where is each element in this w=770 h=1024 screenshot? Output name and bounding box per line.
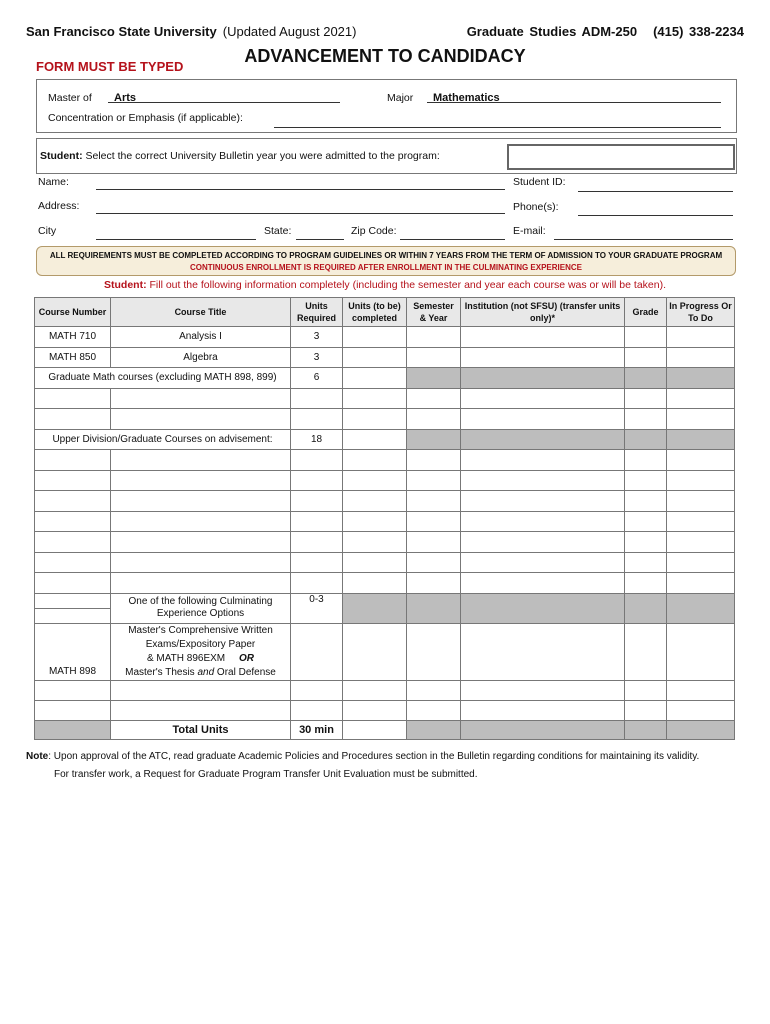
table-cell (667, 368, 735, 389)
culminating-units: 0-3 (291, 593, 343, 623)
note-text: : Upon approval of the ATC, read graduate Academic Policies and Procedures section in the Bulletin regarding conditions for maintaining its validity. (48, 751, 700, 762)
table-cell[interactable] (461, 680, 625, 700)
table-cell (461, 368, 625, 389)
culminating-or: OR (239, 652, 255, 664)
table-cell[interactable] (667, 552, 735, 573)
table-cell[interactable] (461, 623, 625, 680)
course-body (35, 327, 735, 594)
table-cell[interactable] (291, 680, 343, 700)
table-cell[interactable] (625, 680, 667, 700)
form-title: ADVANCEMENT TO CANDIDACY (244, 46, 526, 66)
table-cell[interactable] (461, 700, 625, 720)
table-cell (461, 720, 625, 739)
table-row (35, 388, 735, 409)
table-row (35, 409, 735, 430)
table-row (35, 450, 735, 471)
master-of-label: Master of (48, 92, 92, 104)
table-cell[interactable] (343, 429, 407, 450)
table-cell[interactable] (343, 680, 407, 700)
table-cell[interactable] (407, 347, 461, 368)
requirements-banner (36, 246, 736, 276)
table-cell[interactable] (407, 409, 461, 430)
course-table (34, 297, 735, 740)
units-required-cell: 18 (291, 429, 343, 450)
table-row (35, 368, 735, 389)
table-cell[interactable] (667, 327, 735, 348)
office-phone: (415) 338-2234 (653, 24, 744, 39)
table-cell[interactable] (407, 511, 461, 532)
total-value: 30 min (291, 720, 343, 739)
col-institution: Institution (not SFSU) (transfer units only)* (461, 298, 625, 327)
table-cell[interactable] (625, 532, 667, 553)
zip-field[interactable] (400, 226, 505, 240)
transfer-note: For transfer work, a Request for Graduate Program Transfer Unit Evaluation must be submitted. (54, 769, 478, 780)
units-required-cell: 6 (291, 368, 343, 389)
table-cell[interactable] (343, 368, 407, 389)
table-cell[interactable] (111, 700, 291, 720)
fill-instruction-text: Fill out the following information completely (including the semester and year each course was or will be taken). (149, 279, 666, 291)
total-label: Total Units (111, 720, 291, 739)
table-cell (667, 593, 735, 623)
course-number-cell[interactable] (35, 470, 111, 491)
culminating-option-2 (113, 652, 288, 666)
table-cell[interactable] (667, 511, 735, 532)
table-cell[interactable] (407, 327, 461, 348)
table-cell[interactable] (461, 388, 625, 409)
table-cell[interactable] (343, 700, 407, 720)
name-label: Name: (38, 176, 69, 188)
table-cell[interactable] (667, 450, 735, 471)
phones-field[interactable] (578, 202, 733, 216)
table-cell[interactable] (461, 327, 625, 348)
table-cell[interactable] (461, 347, 625, 368)
course-title-cell[interactable] (111, 470, 291, 491)
table-cell (35, 720, 111, 739)
table-cell[interactable] (407, 552, 461, 573)
table-cell[interactable] (625, 700, 667, 720)
table-cell[interactable] (625, 409, 667, 430)
bulletin-year-input[interactable] (507, 144, 735, 170)
state-label: State: (264, 225, 292, 237)
table-cell[interactable] (625, 347, 667, 368)
table-cell[interactable] (667, 680, 735, 700)
table-cell[interactable] (625, 552, 667, 573)
culminating-option-3c: Oral Defense (216, 666, 276, 678)
table-cell[interactable] (667, 347, 735, 368)
table-cell[interactable] (667, 470, 735, 491)
table-cell (461, 429, 625, 450)
table-cell[interactable] (667, 623, 735, 680)
course-number-cell[interactable] (35, 573, 111, 594)
table-cell (667, 720, 735, 739)
course-title-cell[interactable] (111, 491, 291, 512)
course-number-cell[interactable]: MATH 710 (35, 327, 111, 348)
table-cell[interactable] (35, 608, 111, 623)
course-number-cell[interactable]: MATH 850 (35, 347, 111, 368)
major-value: Mathematics (433, 92, 500, 104)
table-cell[interactable] (461, 532, 625, 553)
form-must-be-typed: FORM MUST BE TYPED (36, 59, 184, 74)
units-required-cell (291, 388, 343, 409)
table-cell[interactable] (407, 532, 461, 553)
bulletin-text: Select the correct University Bulletin year you were admitted to the program: (85, 150, 440, 162)
culminating-options (111, 623, 291, 680)
email-field[interactable] (554, 226, 733, 240)
table-cell[interactable] (461, 470, 625, 491)
concentration-label: Concentration or Emphasis (if applicable): (48, 112, 243, 124)
table-cell (667, 429, 735, 450)
phones-label: Phone(s): (513, 201, 559, 213)
culminating-option-3b: and (197, 666, 215, 678)
col-in-progress: In Progress Or To Do (667, 298, 735, 327)
table-cell[interactable] (343, 720, 407, 739)
name-field[interactable] (96, 176, 505, 190)
table-cell (625, 720, 667, 739)
table-cell (625, 368, 667, 389)
culminating-option-3 (113, 666, 288, 680)
table-row (35, 552, 735, 573)
table-cell[interactable] (461, 491, 625, 512)
table-cell[interactable] (461, 450, 625, 471)
university-header (26, 24, 356, 39)
units-required-cell (291, 511, 343, 532)
table-cell (407, 429, 461, 450)
culminating-row-1 (35, 593, 735, 608)
units-required-cell (291, 532, 343, 553)
table-cell[interactable] (407, 623, 461, 680)
updated-date: (Updated August 2021) (222, 24, 357, 39)
table-cell[interactable] (343, 450, 407, 471)
course-title-cell[interactable] (111, 573, 291, 594)
course-number-cell[interactable] (35, 511, 111, 532)
table-cell (461, 593, 625, 623)
table-cell[interactable] (343, 347, 407, 368)
course-number-cell[interactable] (35, 552, 111, 573)
table-cell[interactable] (343, 511, 407, 532)
course-title-cell[interactable] (111, 388, 291, 409)
table-cell[interactable] (625, 511, 667, 532)
course-title-cell[interactable] (111, 450, 291, 471)
table-cell[interactable] (461, 573, 625, 594)
table-cell[interactable] (667, 409, 735, 430)
course-group-label: Upper Division/Graduate Courses on advisement: (35, 429, 291, 450)
master-of-value: Arts (114, 92, 137, 104)
table-cell[interactable] (667, 491, 735, 512)
state-field[interactable] (296, 226, 344, 240)
col-course-number: Course Number (35, 298, 111, 327)
col-units-required: Units Required (291, 298, 343, 327)
table-cell[interactable] (343, 573, 407, 594)
units-required-cell (291, 470, 343, 491)
table-cell[interactable] (625, 491, 667, 512)
table-cell[interactable] (461, 552, 625, 573)
table-cell[interactable] (343, 552, 407, 573)
concentration-field[interactable] (274, 113, 721, 128)
culminating-option-1: Master's Comprehensive Written Exams/Expository Paper (128, 624, 273, 650)
city-label: City (38, 225, 57, 237)
col-units-completed: Units (to be) completed (343, 298, 407, 327)
units-required-cell: 3 (291, 347, 343, 368)
units-required-cell (291, 409, 343, 430)
table-cell[interactable] (407, 470, 461, 491)
culminating-option-2-text: & MATH 896EXM (146, 652, 226, 664)
major-label: Major (387, 92, 414, 104)
table-cell[interactable] (625, 573, 667, 594)
col-grade: Grade (625, 298, 667, 327)
col-semester-year: Semester & Year (407, 298, 461, 327)
table-row (35, 470, 735, 491)
requirements-line: ALL REQUIREMENTS MUST BE COMPLETED ACCORDING TO PROGRAM GUIDELINES OR WITHIN 7 YEARS FROM THE TERM OF ADMISSION TO YOUR GRADUATE PROGRAM (49, 251, 723, 260)
table-row (35, 429, 735, 450)
course-number-cell[interactable] (35, 532, 111, 553)
table-row (35, 511, 735, 532)
table-cell[interactable] (407, 680, 461, 700)
table-cell[interactable] (111, 680, 291, 700)
table-cell (407, 368, 461, 389)
course-title-cell[interactable] (111, 409, 291, 430)
note-label: Note (26, 751, 49, 762)
table-cell[interactable] (35, 680, 111, 700)
table-cell[interactable] (407, 573, 461, 594)
table-cell[interactable] (407, 388, 461, 409)
table-cell[interactable] (343, 491, 407, 512)
major-field[interactable] (427, 88, 721, 103)
table-cell[interactable] (343, 470, 407, 491)
table-cell[interactable] (625, 623, 667, 680)
culminating-number-text: MATH 898 (48, 665, 97, 677)
address-label: Address: (38, 200, 80, 212)
table-row (35, 680, 735, 700)
table-cell (407, 593, 461, 623)
table-cell[interactable] (291, 700, 343, 720)
units-required-cell: 3 (291, 327, 343, 348)
table-cell[interactable] (461, 409, 625, 430)
table-cell[interactable] (343, 409, 407, 430)
units-required-cell (291, 573, 343, 594)
table-header-row (35, 298, 735, 327)
table-row (35, 532, 735, 553)
course-group-label: Graduate Math courses (excluding MATH 898, 899) (35, 368, 291, 389)
table-cell[interactable] (407, 491, 461, 512)
table-cell[interactable] (343, 388, 407, 409)
table-cell[interactable] (343, 532, 407, 553)
address-field[interactable] (96, 200, 505, 214)
table-cell[interactable] (343, 327, 407, 348)
table-row (35, 573, 735, 594)
bulletin-instruction (40, 150, 440, 162)
fill-instruction (0, 279, 770, 291)
zip-label: Zip Code: (351, 225, 397, 237)
table-cell[interactable] (667, 532, 735, 553)
culminating-option-3a: Master's Thesis (125, 666, 195, 678)
course-number-cell[interactable] (35, 388, 111, 409)
table-cell[interactable] (461, 511, 625, 532)
course-title-cell[interactable]: Analysis I (111, 327, 291, 348)
city-field[interactable] (96, 226, 256, 240)
bulletin-student-label: Student: (40, 150, 83, 162)
units-required-cell (291, 552, 343, 573)
table-cell (625, 593, 667, 623)
course-number-cell[interactable] (35, 450, 111, 471)
culminating-title: One of the following Culminating Experience Options (111, 593, 291, 623)
course-number-cell[interactable] (35, 491, 111, 512)
master-of-field[interactable] (108, 88, 340, 103)
university-name: San Francisco State University (26, 24, 217, 39)
office-code: Graduate Studies ADM-250 (466, 24, 638, 39)
table-cell[interactable] (667, 573, 735, 594)
table-cell (407, 720, 461, 739)
course-title-cell[interactable] (111, 532, 291, 553)
table-cell[interactable] (407, 700, 461, 720)
units-required-cell (291, 450, 343, 471)
table-cell[interactable] (625, 450, 667, 471)
table-row (35, 327, 735, 348)
table-cell[interactable] (625, 388, 667, 409)
culminating-row-3 (35, 623, 735, 680)
table-row (35, 491, 735, 512)
units-required-cell (291, 491, 343, 512)
course-number-cell[interactable] (35, 409, 111, 430)
fill-student-label: Student: (104, 279, 147, 291)
table-cell[interactable] (667, 388, 735, 409)
col-course-title: Course Title (111, 298, 291, 327)
course-title-cell[interactable]: Algebra (111, 347, 291, 368)
continuous-enrollment-line: CONTINUOUS ENROLLMENT IS REQUIRED AFTER ENROLLMENT IN THE CULMINATING EXPERIENCE (189, 263, 582, 272)
table-cell[interactable] (35, 700, 111, 720)
table-row (35, 347, 735, 368)
table-row (35, 700, 735, 720)
course-title-cell[interactable] (111, 552, 291, 573)
culminating-course-number[interactable] (35, 623, 111, 680)
student-id-field[interactable] (578, 178, 733, 192)
table-cell[interactable] (667, 700, 735, 720)
email-label: E-mail: (513, 225, 546, 237)
table-cell (625, 429, 667, 450)
total-row (35, 720, 735, 739)
table-cell[interactable] (625, 470, 667, 491)
table-cell[interactable] (291, 623, 343, 680)
student-id-label: Student ID: (513, 176, 566, 188)
table-cell[interactable] (625, 327, 667, 348)
course-title-cell[interactable] (111, 511, 291, 532)
table-cell[interactable] (407, 450, 461, 471)
table-cell[interactable] (343, 623, 407, 680)
office-header (467, 24, 744, 39)
approval-note (26, 751, 699, 762)
table-cell[interactable] (35, 593, 111, 608)
table-cell (343, 593, 407, 623)
